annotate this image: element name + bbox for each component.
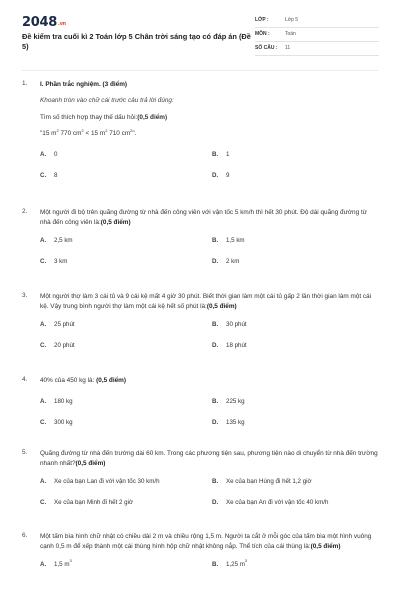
question-prompt: Tìm số thích hợp thay thế dấu hỏi:(0,5 điểm) — [40, 113, 168, 121]
option-a[interactable]: A. 1,5 m 3 — [40, 557, 72, 568]
option-c[interactable]: C. Xe của bạn Minh đi hết 2 giờ — [40, 499, 134, 507]
option-a[interactable]: A. 25 phút — [40, 320, 75, 328]
answer-options — [40, 557, 378, 569]
meta-row-class — [255, 14, 379, 28]
option-d[interactable]: D. 135 kg — [212, 419, 245, 427]
option-d[interactable]: D. 9 — [212, 172, 230, 180]
option-c[interactable]: C. 3 km — [40, 258, 68, 266]
answer-options — [40, 478, 378, 508]
question-text: 40% của 450 kg là: (0,5 điểm) — [40, 377, 126, 384]
document-title: Đề kiểm tra cuối kì 2 Toán lớp 5 Chân trời sáng tạo có đáp án (Đề 5) — [22, 32, 251, 52]
question-6 — [22, 532, 378, 569]
option-b[interactable]: B. 225 kg — [212, 397, 245, 405]
question-number: 6. — [22, 532, 28, 539]
option-b[interactable]: B. 1,25 m 3 — [212, 557, 248, 568]
option-d[interactable]: D. 18 phút — [212, 342, 247, 350]
question-1 — [22, 80, 378, 181]
answer-options — [40, 398, 378, 428]
question-number: 5. — [22, 449, 28, 456]
option-b[interactable]: B. 1,5 km — [212, 236, 245, 244]
question-3 — [22, 292, 378, 351]
answer-options — [40, 237, 378, 267]
question-text: Một tấm bìa hình chữ nhật có chiều dài 2 m và chiều rộng 1,5 m. Người ta cắt ở mỗi góc của tấm bìa một hình vuông cạnh 0,5 m để xếp thành một cái thùng hình hộp chữ nhật không nắp. Thể tích của cái thùng là:(0,5 điểm) — [40, 533, 372, 550]
option-c[interactable]: C. 20 phút — [40, 342, 75, 350]
meta-key: LỚP : — [255, 17, 269, 24]
option-b[interactable]: B. 30 phút — [212, 320, 247, 328]
logo-sub: .vn — [57, 21, 66, 27]
question-4 — [22, 376, 378, 428]
answer-options — [40, 321, 378, 351]
meta-key: MÔN : — [255, 31, 270, 38]
question-number: 1. — [22, 80, 28, 87]
meta-value: Toán — [285, 31, 296, 38]
question-5 — [22, 449, 378, 508]
option-d[interactable]: D. Xe của bạn An đi với vận tốc 40 km/h — [212, 499, 329, 507]
meta-key: SỐ CÂU : — [255, 45, 278, 52]
meta-row-subject — [255, 28, 379, 42]
option-d[interactable]: D. 2 km — [212, 258, 240, 266]
header-divider — [22, 70, 378, 71]
option-b[interactable]: B. 1 — [212, 150, 230, 158]
option-a[interactable]: A. 180 kg — [40, 397, 73, 405]
option-a[interactable]: A. 0 — [40, 150, 58, 158]
option-a[interactable]: A. Xe của bạn Lan đi với vận tốc 30 km/h — [40, 477, 160, 485]
meta-row-count — [255, 42, 379, 56]
site-logo[interactable] — [22, 14, 66, 32]
question-text: Một người đi bộ trên quãng đường từ nhà đến công viên với vận tốc 5 km/h thì hết 30 phút. Độ dài quãng đường từ nhà đến công viên là:(0,5 điểm) — [40, 209, 367, 226]
option-a[interactable]: A. 2,5 km — [40, 236, 73, 244]
page-header — [0, 0, 400, 62]
question-expression: "15 $m^2$ 770 $cm^2 < 15$ $m^2$ 710 $cm^2$". — [40, 128, 137, 138]
option-c[interactable]: C. 8 — [40, 172, 58, 180]
question-text: Quãng đường từ nhà đến trường dài 60 km. Trong các phương tiện sau, phương tiện nào di chuyển từ nhà đến trường nhanh nhất?(0,5 điểm) — [40, 450, 378, 467]
instruction-text: Khoanh tròn vào chữ cái trước câu trả lời đúng: — [40, 96, 174, 104]
question-number: 3. — [22, 292, 28, 299]
meta-value: 11 — [285, 45, 291, 52]
question-text: Một người thợ làm 3 cái tủ và 9 cái kệ mất 4 giờ 30 phút. Biết thời gian làm một cái tủ gấp 2 lần thời gian làm một cái kệ. Vậy trung bình người thợ làm một cái kệ hết số phút là:(0,5 điểm) — [40, 293, 372, 310]
option-c[interactable]: C. 300 kg — [40, 419, 73, 427]
question-number: 4. — [22, 376, 28, 383]
meta-table — [255, 14, 379, 56]
option-b[interactable]: B. Xe của bạn Hùng đi hết 1,2 giờ — [212, 477, 312, 485]
logo-main: 2048 — [22, 15, 57, 30]
question-2 — [22, 208, 378, 267]
answer-options — [40, 151, 378, 181]
question-number: 2. — [22, 208, 28, 215]
section-heading: I. Phần trắc nghiệm. (3 điểm) — [40, 81, 128, 88]
meta-value: Lớp 5 — [285, 17, 299, 24]
